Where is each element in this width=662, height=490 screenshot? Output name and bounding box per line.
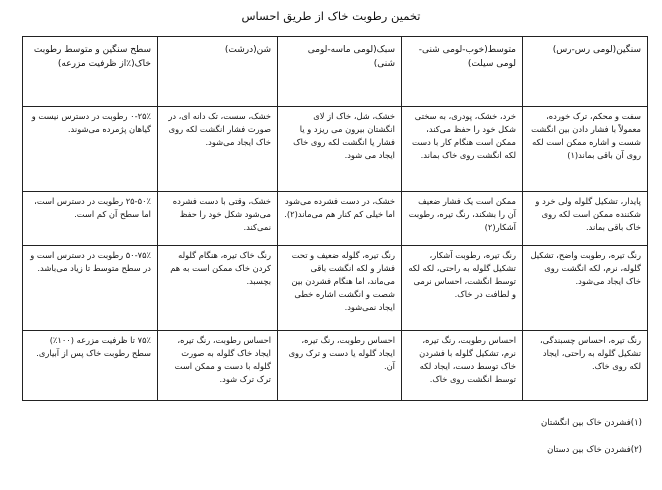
table-cell: رنگ تیره، گلوله ضعیف و تحت فشار و لکه انگشت باقی می‌ماند، اما هنگام فشردن بین شصت و انگشت اشاره خطی ایجاد نمی‌شود. (278, 246, 402, 331)
table-cell: خشک، در دست فشرده می‌شود اما خیلی کم کنار هم می‌ماند(۲). (278, 192, 402, 246)
table-row (23, 246, 648, 331)
header-coarse-sand: شن(درشت) (158, 37, 278, 107)
page-title: تخمین رطوبت خاک از طریق احساس (241, 9, 421, 23)
table-header-row (23, 37, 648, 107)
table-cell: رنگ تیره، رطوبت واضح، تشکیل گلوله، نرم، لکه انگشت روی خاک ایجاد می‌شود. (523, 246, 648, 331)
table-cell: ممکن است یک فشار ضعیف آن را بشکند، رنگ تیره، رطوبت آشکار(۲) (402, 192, 523, 246)
table-cell: خشک، شل، خاک از لای انگشتان بیرون می ریزد و یا فشار یا انگشت لکه روی خاک ایجاد می شود. (278, 107, 402, 192)
table-cell: احساس رطوبت، رنگ تیره، نرم، تشکیل گلوله با فشردن خاک توسط دست، ایجاد لکه توسط انگشت روی خاک. (402, 331, 523, 401)
soil-moisture-table (22, 36, 648, 401)
footnote-1: (۱)فشردن خاک بین انگشتان (541, 418, 642, 428)
table-row (23, 192, 648, 246)
footnotes (541, 416, 642, 470)
table-cell: رنگ تیره، رطوبت آشکار، تشکیل گلوله به راحتی، لکه لکه توسط انگشت، احساس نرمی و لطافت در خاک. (402, 246, 523, 331)
table-cell: پایدار، تشکیل گلوله ولی خرد و شکننده ممکن است لکه روی خاک باقی بماند. (523, 192, 648, 246)
table-cell: احساس رطوبت، رنگ تیره، ایجاد خاک گلوله به صورت گلوله با دست و ممکن است ترک ترک شود. (158, 331, 278, 401)
table-cell: احساس رطوبت، رنگ تیره، ایجاد گلوله یا دست و ترک روی آن. (278, 331, 402, 401)
table-cell: رنگ تیره، احساس چسبندگی، تشکیل گلوله به راحتی، ایجاد لکه روی خاک. (523, 331, 648, 401)
table-row (23, 107, 648, 192)
table-cell: ۵۰-۷۵٪ رطوبت در دسترس است و در سطح متوسط تا زیاد می‌باشد. (23, 246, 158, 331)
footnote-2: (۲)فشردن خاک بین دستان (547, 445, 642, 455)
table-cell: ۷۵٪ تا ظرفیت مزرعه (۱۰۰٪) سطح رطوبت خاک پس از آبیاری. (23, 331, 158, 401)
table-cell: خشک، وقتی با دست فشرده می‌شود شکل خود را حفظ نمی‌کند. (158, 192, 278, 246)
table-cell: رنگ خاک تیره، هنگام گلوله کردن خاک ممکن است به هم بچسبد. (158, 246, 278, 331)
table-cell: خرد، خشک، پودری، به سختی شکل خود را حفظ می‌کند، ممکن است هنگام کار با دست لکه انگشت روی خاک بماند. (402, 107, 523, 192)
table-cell: ۲۵-۵۰٪ رطوبت در دسترس است، اما سطح آن کم است. (23, 192, 158, 246)
table-cell: خشک، سست، تک دانه ای، در صورت فشار انگشت لکه روی خاک ایجاد می‌شود. (158, 107, 278, 192)
header-moisture-level: سطح سنگین و متوسط رطوبت خاک(٪از ظرفیت مزرعه) (23, 37, 158, 107)
table-cell: ۰-۲۵٪ رطوبت در دسترس نیست و گیاهان پژمرده می‌شوند. (23, 107, 158, 192)
table-cell: سفت و محکم، ترک خورده، معمولاً با فشار دادن بین انگشت شست و اشاره ممکن است لکه روی آن باقی بماند(۱) (523, 107, 648, 192)
table-row (23, 331, 648, 401)
header-light: سبک(لومی ماسه-لومی شنی) (278, 37, 402, 107)
header-medium: متوسط(خوب-لومی شنی-لومی سیلت) (402, 37, 523, 107)
header-heavy: سنگین(لومی رس-رس) (523, 37, 648, 107)
